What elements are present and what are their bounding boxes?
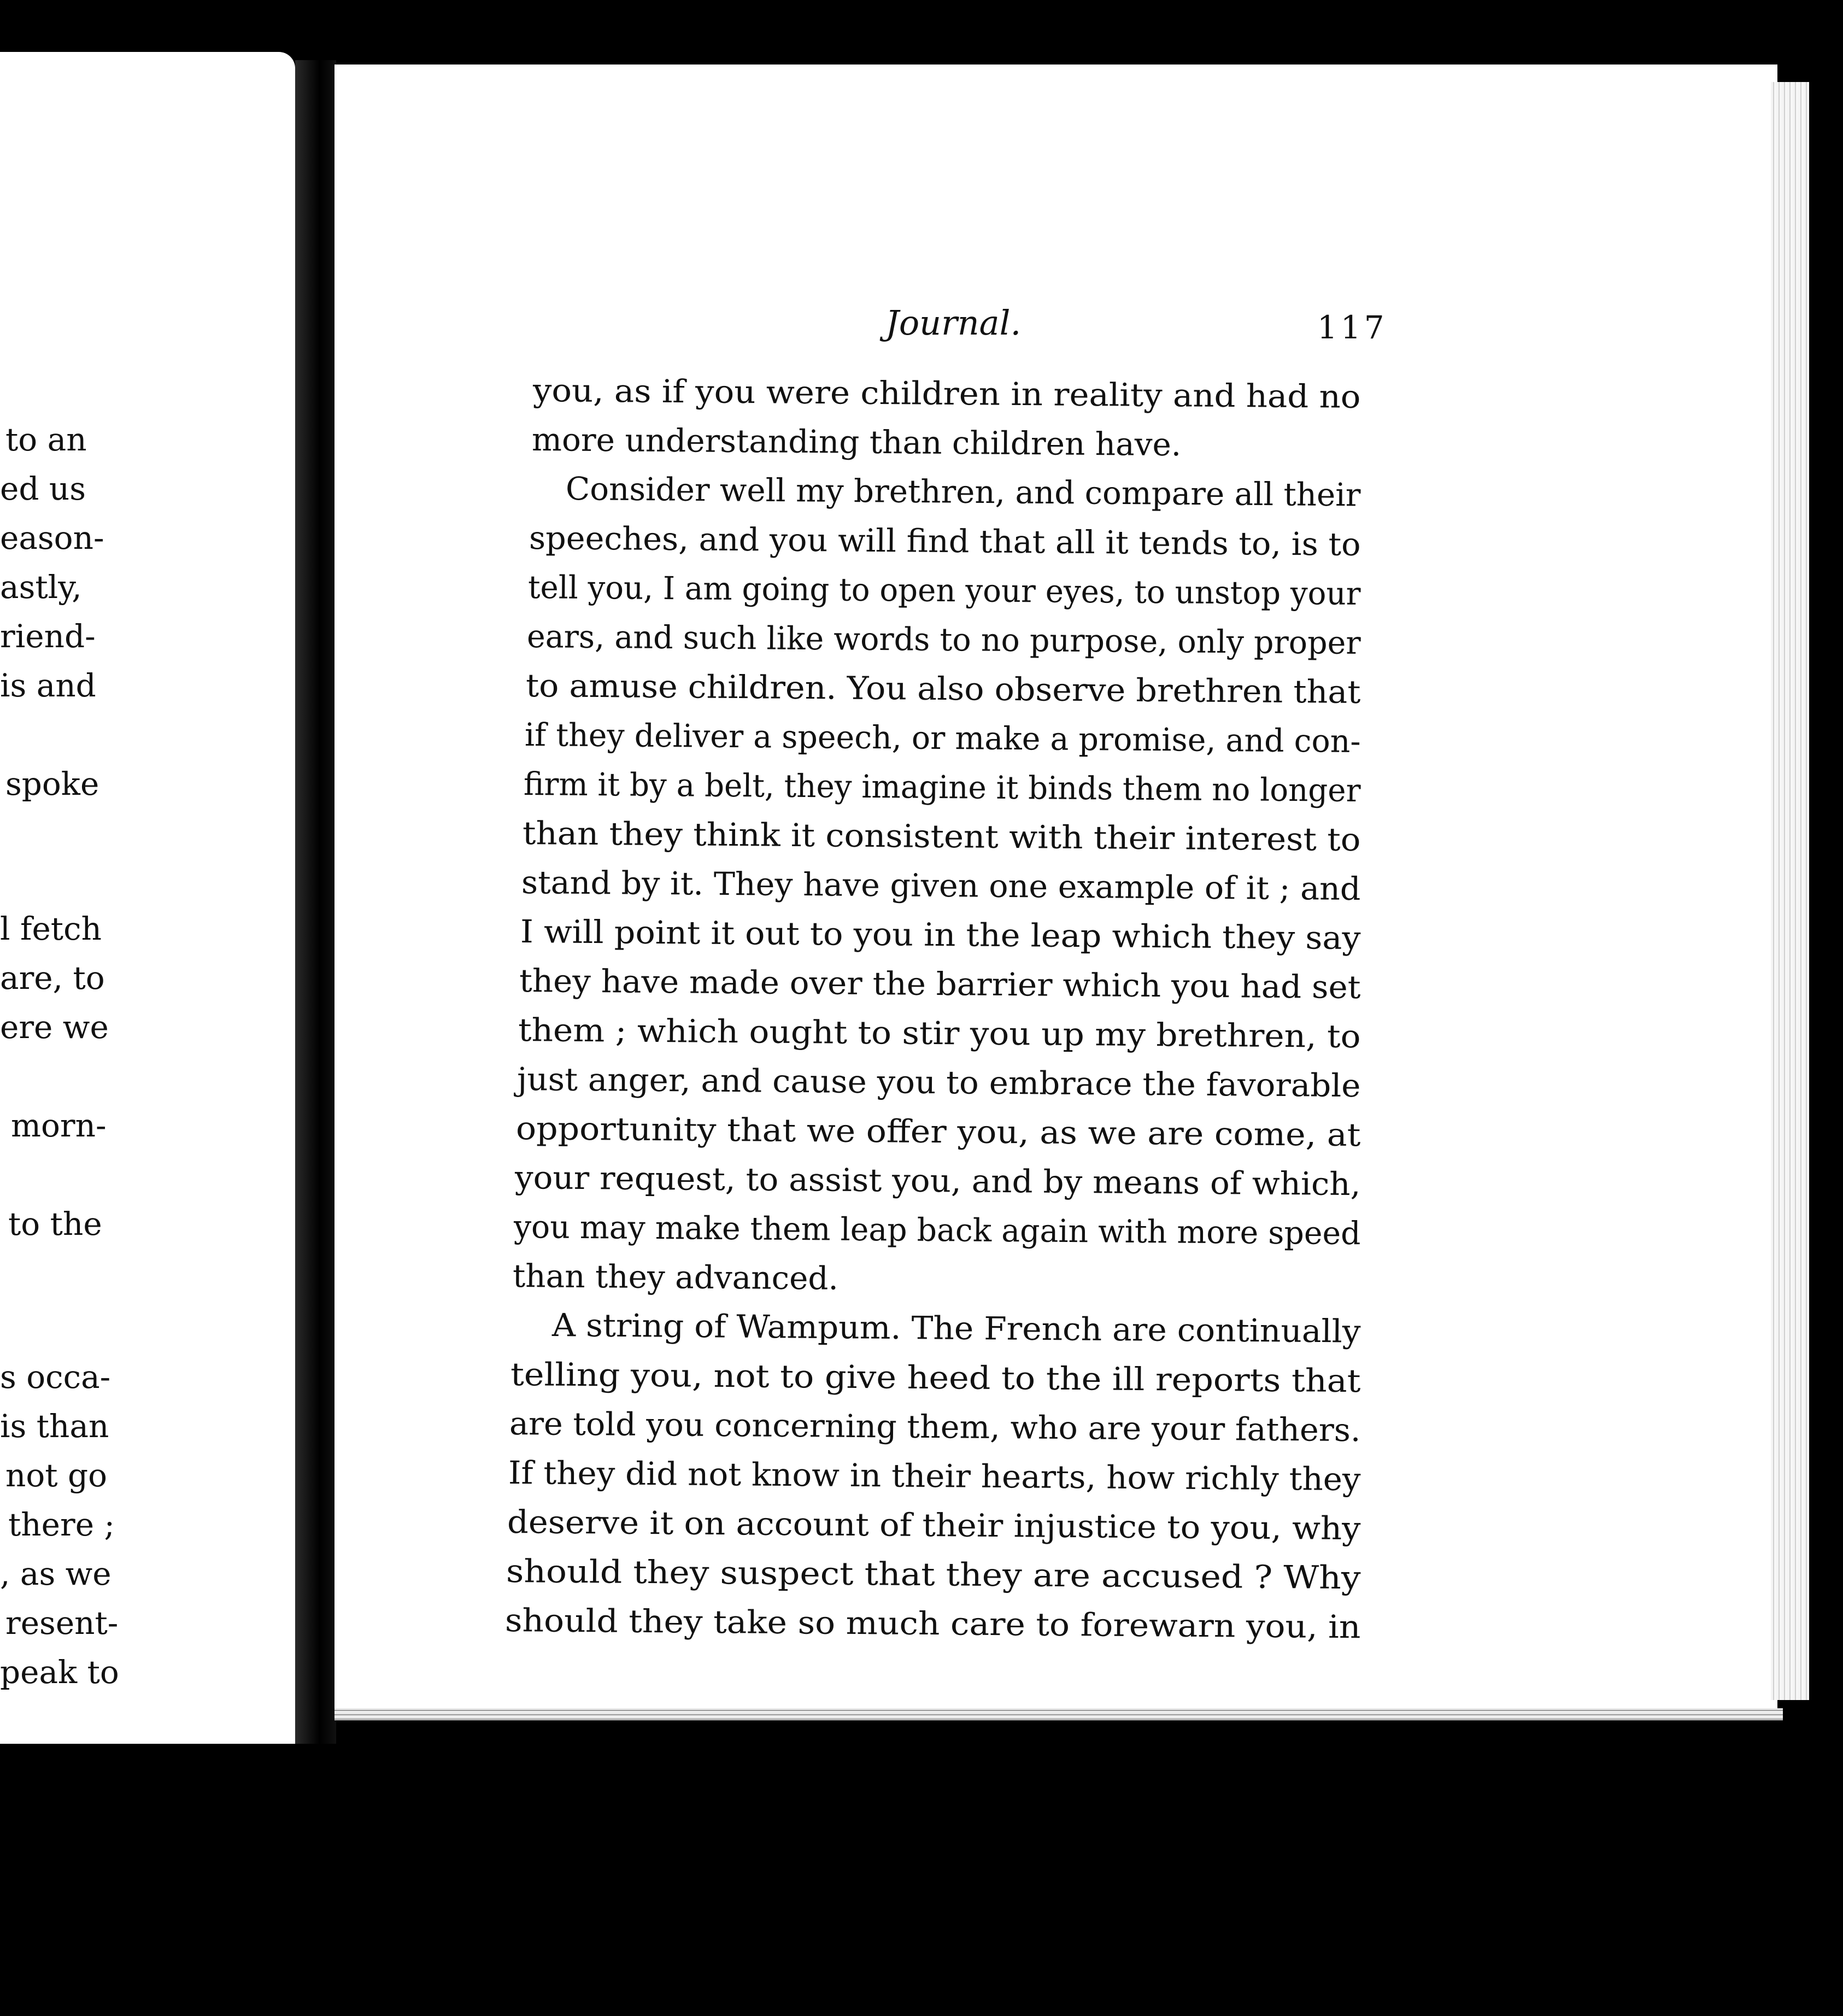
left-line: to an <box>5 421 87 458</box>
left-page <box>0 52 295 1744</box>
left-line: is than <box>0 1408 109 1445</box>
left-line: ere we <box>0 1009 109 1046</box>
text-line: they have made over the barrier which you had set <box>519 962 1361 1006</box>
text-line: A string of Wampum. The French are continually <box>551 1306 1361 1350</box>
text-line: to amuse children. You also observe brethren that <box>525 667 1361 711</box>
left-line: to the <box>8 1205 102 1243</box>
page-bottom-edge <box>334 1708 1783 1720</box>
text-line: are told you concerning them, who are your fathers. <box>509 1405 1361 1449</box>
text-line: I will point it out to you in the leap which they say <box>520 913 1361 957</box>
text-line: stand by it. They have given one example of it ; and <box>521 864 1361 908</box>
left-line: riend- <box>0 618 96 655</box>
left-line: , as we <box>0 1555 111 1592</box>
text-line: Consider well my brethren, and compare all their <box>565 470 1361 514</box>
left-line: astly, <box>0 569 82 606</box>
left-line: peak to <box>0 1654 119 1691</box>
text-line: firm it by a belt, they imagine it binds them no longer <box>523 765 1361 810</box>
left-line: ed us <box>0 470 86 507</box>
left-line: not go <box>5 1457 108 1494</box>
text-line: tell you, I am going to open your eyes, to unstop your <box>527 569 1361 612</box>
left-line: are, to <box>0 959 105 997</box>
text-line: If they did not know in their hearts, how richly they <box>508 1454 1361 1498</box>
left-line: s occa- <box>0 1358 111 1396</box>
left-line: morn- <box>11 1107 107 1144</box>
text-line: deserve it on account of their injustice to you, why <box>507 1503 1361 1548</box>
text-line: should they suspect that they are accused ? Why <box>506 1552 1361 1597</box>
left-line: there ; <box>8 1506 115 1543</box>
text-line: more understanding than children have. <box>531 421 1182 464</box>
text-line: ears, and such like words to no purpose, only proper <box>526 618 1361 661</box>
text-line: you, as if you were children in reality and had no <box>532 372 1361 415</box>
text-line: just anger, and cause you to embrace the favorable <box>516 1060 1361 1105</box>
text-line: if they deliver a speech, or make a promise, and con- <box>524 716 1361 760</box>
left-line: l fetch <box>0 910 102 947</box>
left-line: spoke <box>5 765 99 802</box>
text-line: speeches, and you will find that all it tends to, is to <box>529 519 1361 563</box>
page-number: 117 <box>1317 309 1388 346</box>
text-line: should they take so much care to forewarn you, in <box>504 1602 1361 1646</box>
text-line: you may make them leap back again with more speed <box>513 1208 1361 1252</box>
text-line: opportunity that we offer you, as we are come, at <box>515 1110 1361 1154</box>
left-line: resent- <box>5 1604 119 1642</box>
text-line: your request, to assist you, and by means of which, <box>514 1159 1361 1203</box>
book-gutter <box>295 60 336 1744</box>
text-line: telling you, not to give heed to the ill reports that <box>510 1356 1361 1400</box>
page-edges <box>1771 82 1809 1700</box>
left-line: is and <box>0 667 96 704</box>
text-line: than they think it consistent with their interest to <box>522 814 1361 859</box>
running-head: Journal. <box>885 303 1022 343</box>
left-line: eason- <box>0 519 104 556</box>
text-line: them ; which ought to stir you up my brethren, to <box>518 1011 1361 1056</box>
text-line: than they advanced. <box>512 1257 839 1297</box>
